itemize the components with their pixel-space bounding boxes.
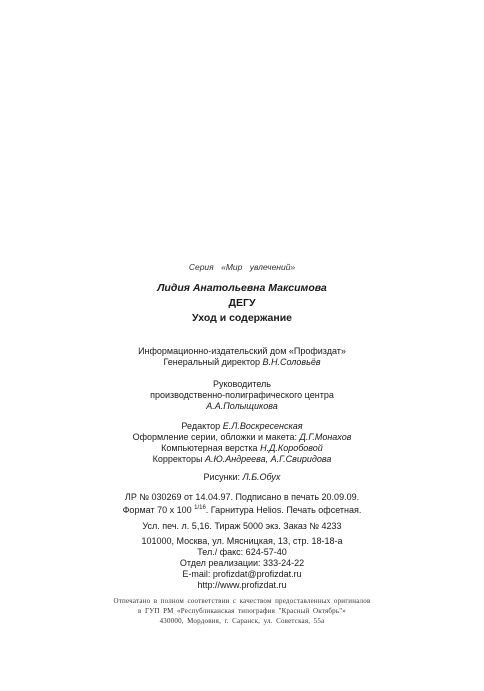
production-manager-block — [0, 379, 484, 412]
publisher-block — [0, 346, 484, 368]
general-director-label: Генеральный директор — [163, 357, 260, 367]
format-prefix: Формат 70 x 100 — [122, 505, 192, 515]
illustrations-label: Рисунки: — [203, 472, 241, 482]
phone-fax: Тел./ факс: 624-57-40 — [197, 547, 287, 557]
sales-department: Отдел реализации: 333-24-22 — [179, 558, 305, 568]
proofreaders-credit — [0, 454, 484, 465]
email-address: E-mail: profizdat@profizdat.ru — [182, 569, 302, 579]
editors-block — [0, 421, 484, 465]
design-credit — [0, 432, 484, 443]
illustrations-name: Л.Б.Обух — [242, 472, 281, 482]
illustrations-credit — [0, 472, 484, 483]
license-line: ЛР № 030269 от 14.04.97. Подписано в печать 20.09.09. — [124, 492, 360, 502]
postal-address: 101000, Москва, ул. Мясницкая, 13, стр. 18-18-а — [141, 536, 343, 546]
print-run-line: Усл. печ. л. 5,16. Тираж 5000 экз. Заказ № 4233 — [142, 521, 342, 531]
publisher-name: Информационно-издательский дом «Профиздат» — [138, 346, 346, 356]
general-director — [0, 357, 484, 368]
format-suffix: . Гарнитура Helios. Печать офсетная. — [205, 505, 362, 515]
book-subtitle: Уход и содержание — [191, 312, 293, 324]
website-url: http://www.profizdat.ru — [197, 580, 287, 590]
manager-title: Руководитель — [213, 379, 271, 389]
general-director-name: В.Н.Соловьёв — [262, 357, 321, 367]
author-name: Лидия Анатольевна Максимова — [157, 282, 327, 294]
editor-credit — [0, 421, 484, 432]
layout-credit — [0, 443, 484, 454]
printing-note: Отпечатано в полном соответствии с качеством предоставленных оригиналов — [113, 597, 371, 605]
proofreaders-label: Корректоры — [152, 454, 203, 464]
printing-house-block — [0, 596, 484, 626]
design-name: Д.Г.Монахов — [299, 432, 352, 442]
illustrations-block — [0, 472, 484, 483]
title-block — [0, 281, 484, 326]
editor-name: Е.Л.Воскресенская — [222, 421, 303, 431]
editor-label: Редактор — [181, 421, 221, 431]
layout-name: Н.Д.Коробовой — [260, 443, 323, 453]
format-line — [0, 503, 484, 516]
format-fraction: 1/16 — [194, 505, 206, 511]
manager-department: производственно-полиграфического центра — [150, 390, 334, 400]
printing-house: в ГУП РМ «Республиканская типография "Красный Октябрь"» — [138, 607, 346, 615]
book-title: ДЕГУ — [228, 297, 256, 309]
series-name: «Мир увлечений» — [221, 262, 296, 272]
printing-house-address: 430000, Мордовия, г. Саранск, ул. Советская, 55а — [159, 617, 325, 625]
proofreaders-names: А.Ю.Андреева, А.Г.Свиридова — [204, 454, 332, 464]
series-line — [0, 262, 484, 272]
print-details-block — [0, 492, 484, 532]
series-label: Серия — [188, 262, 214, 272]
design-label: Оформление серии, обложки и макета: — [132, 432, 297, 442]
manager-name: А.А.Полыщикова — [206, 401, 278, 411]
address-block — [0, 536, 484, 591]
layout-label: Компьютерная верстка — [161, 443, 258, 453]
